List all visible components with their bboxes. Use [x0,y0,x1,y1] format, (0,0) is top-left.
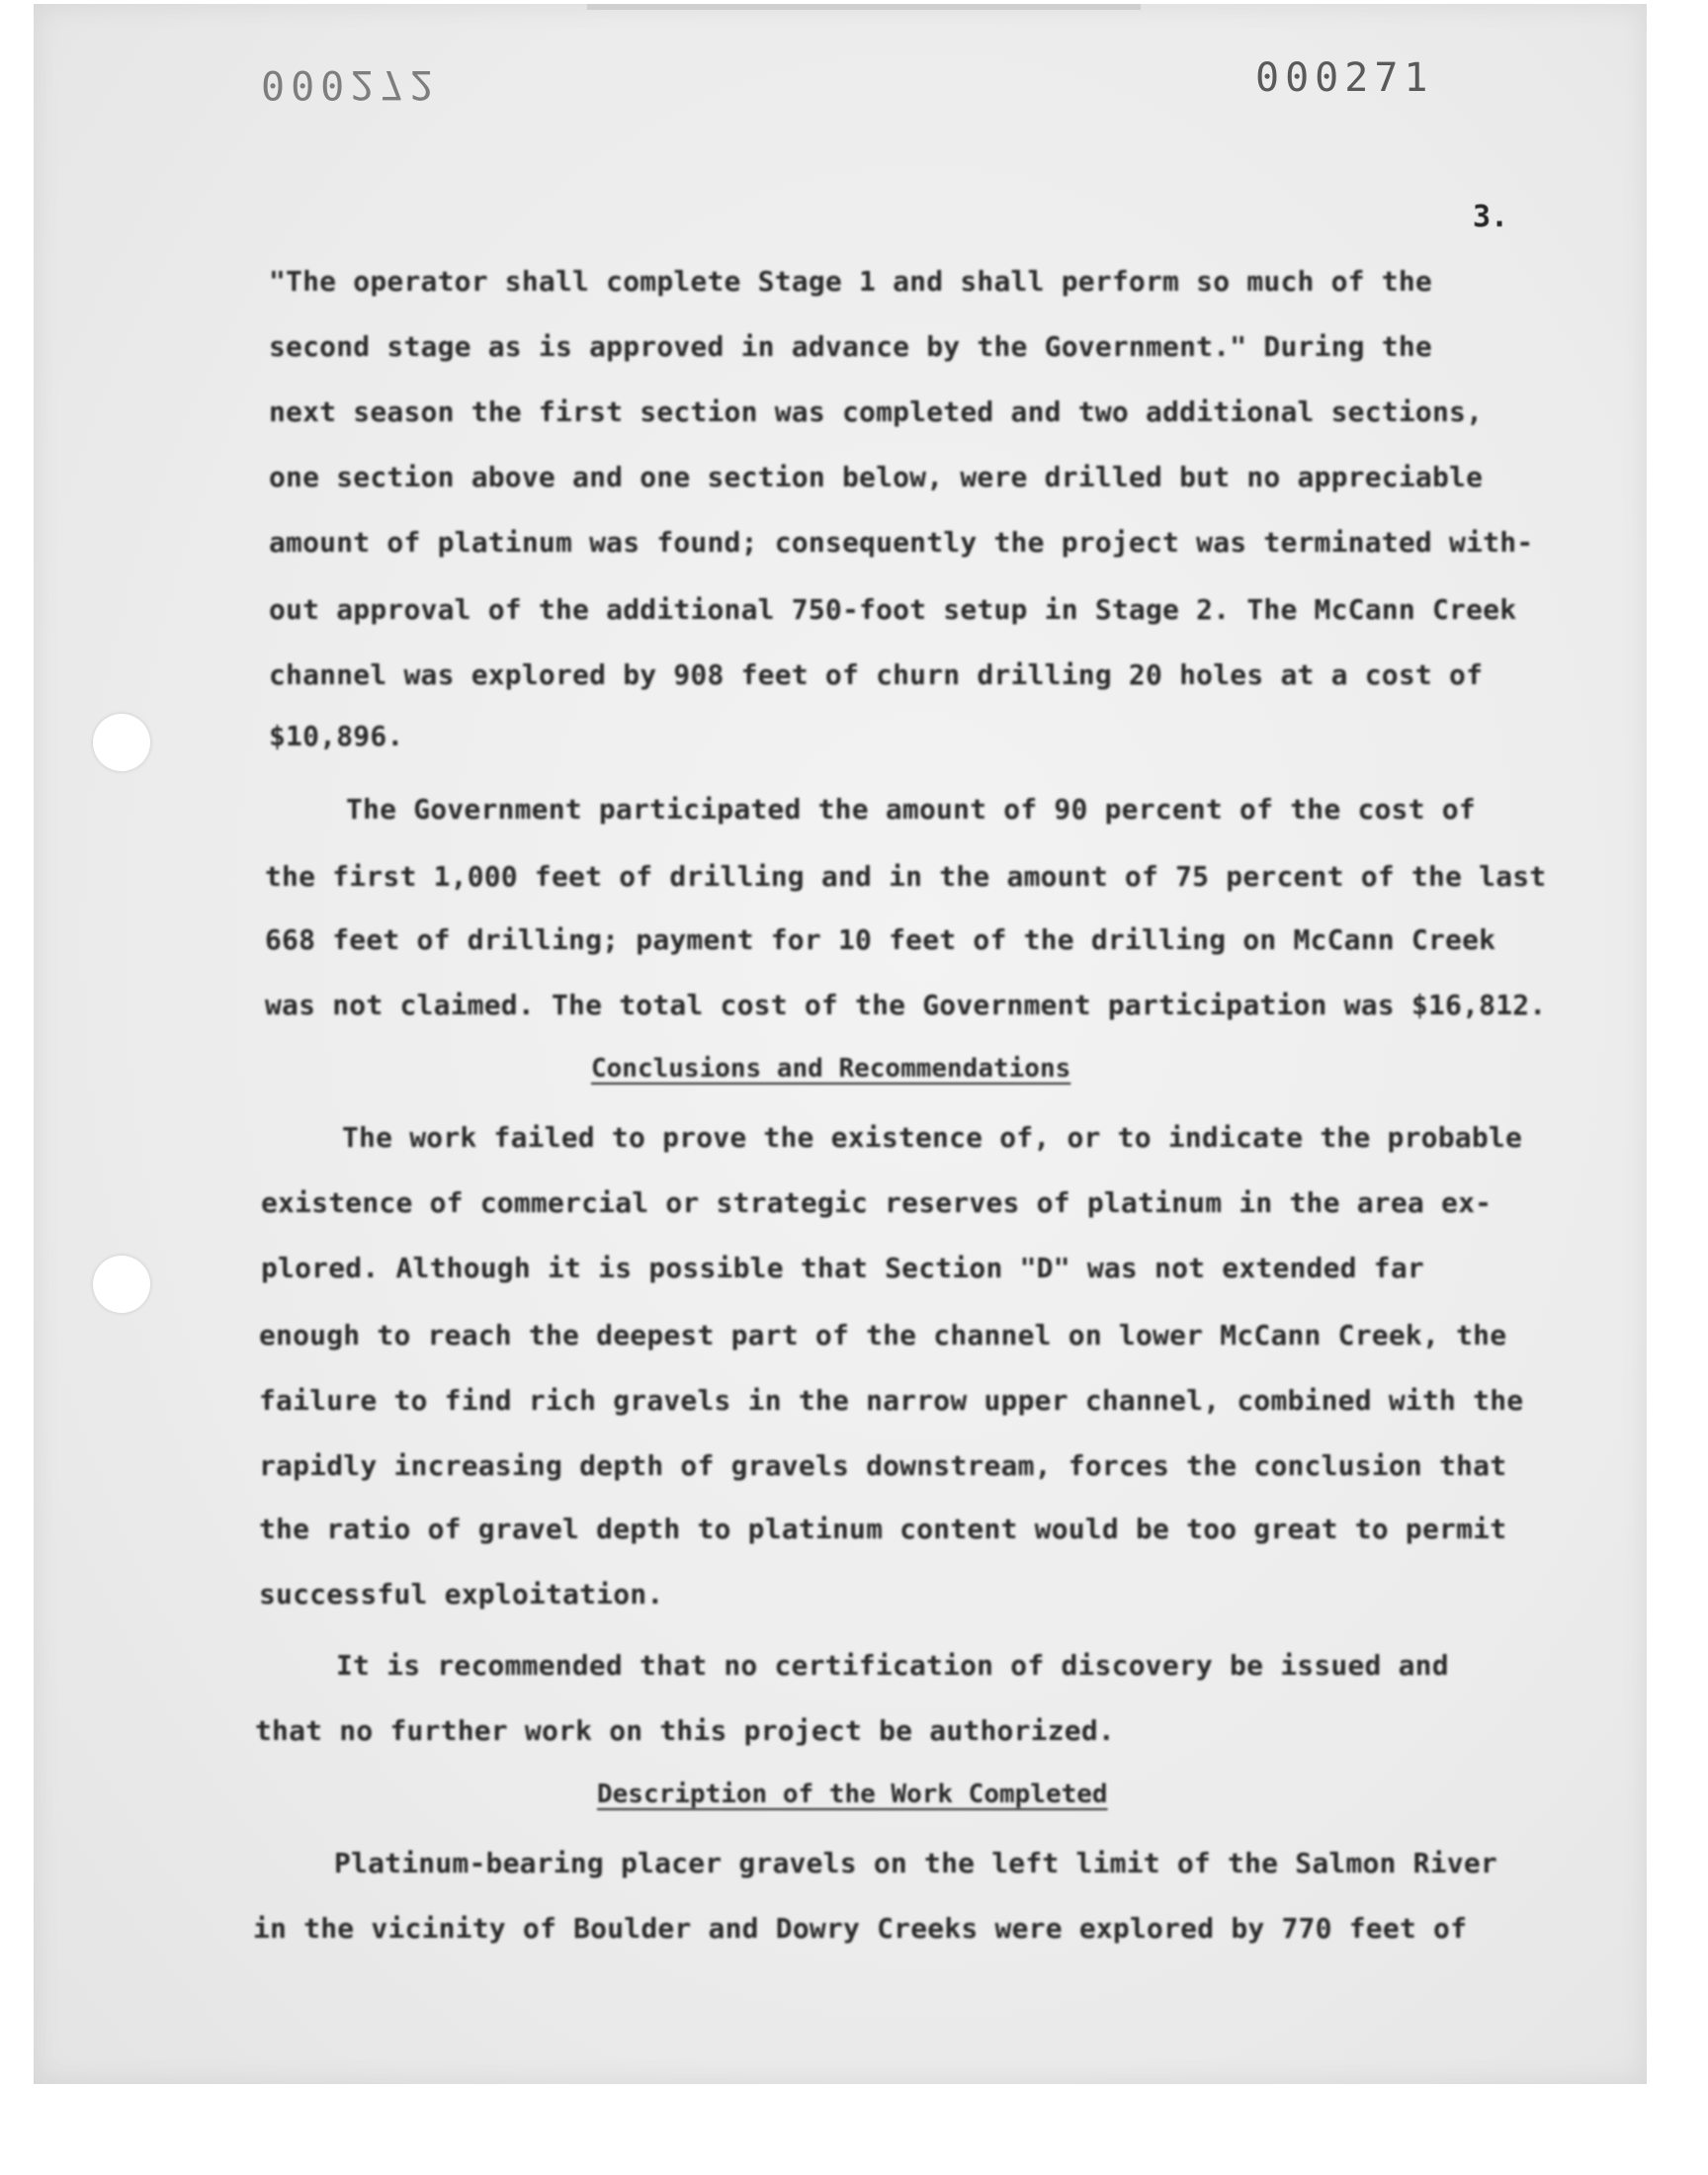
text-line: The Government participated the amount of 90 percent of the cost of [346,793,1476,826]
text-line: one section above and one section below, were drilled but no appreciable [269,461,1484,493]
text-line: The work failed to prove the existence of, or to indicate the probable [342,1121,1523,1154]
text-line: next season the first section was completed and two additional sections, [269,395,1484,428]
text-line: that no further work on this project be authorized. [255,1714,1115,1747]
text-line: enough to reach the deepest part of the channel on lower McCann Creek, the [259,1319,1507,1351]
text-line: $10,896. [269,720,404,752]
section-heading-description: Description of the Work Completed [597,1780,1108,1809]
text-line: the first 1,000 feet of drilling and in the amount of 75 percent of the last [265,860,1547,893]
bates-stamp-left: 000272 [261,61,440,107]
text-line: amount of platinum was found; consequently the project was terminated with- [269,526,1534,559]
text-line: successful exploitation. [259,1578,664,1610]
text-line: existence of commercial or strategic reserves of platinum in the area ex- [261,1186,1493,1219]
text-line: in the vicinity of Boulder and Dowry Creeks were explored by 770 feet of [253,1912,1468,1945]
text-line: the ratio of gravel depth to platinum content would be too great to permit [259,1513,1507,1545]
text-line: second stage as is approved in advance by the Government." During the [269,330,1432,363]
bates-stamp-right: 000271 [1255,55,1434,101]
scanned-page [34,4,1647,2084]
page-number: 3. [1473,200,1509,234]
text-line: rapidly increasing depth of gravels downstream, forces the conclusion that [259,1449,1507,1482]
text-line: plored. Although it is possible that Section "D" was not extended far [261,1252,1424,1284]
text-line: failure to find rich gravels in the narrow upper channel, combined with the [259,1384,1524,1417]
text-line: out approval of the additional 750-foot setup in Stage 2. The McCann Creek [269,593,1517,626]
text-line: channel was explored by 908 feet of churn drilling 20 holes at a cost of [269,658,1484,691]
text-line: "The operator shall complete Stage 1 and shall perform so much of the [269,265,1432,298]
text-line: 668 feet of drilling; payment for 10 feet of the drilling on McCann Creek [265,923,1496,956]
section-heading-conclusions: Conclusions and Recommendations [591,1054,1071,1084]
scan-edge-strip [587,4,1141,10]
text-line: It is recommended that no certification of discovery be issued and [336,1649,1449,1682]
text-line: Platinum-bearing placer gravels on the left limit of the Salmon River [334,1847,1497,1879]
punch-hole-bottom [93,1256,150,1313]
text-line: was not claimed. The total cost of the Government participation was $16,812. [265,989,1547,1021]
punch-hole-top [93,714,150,771]
